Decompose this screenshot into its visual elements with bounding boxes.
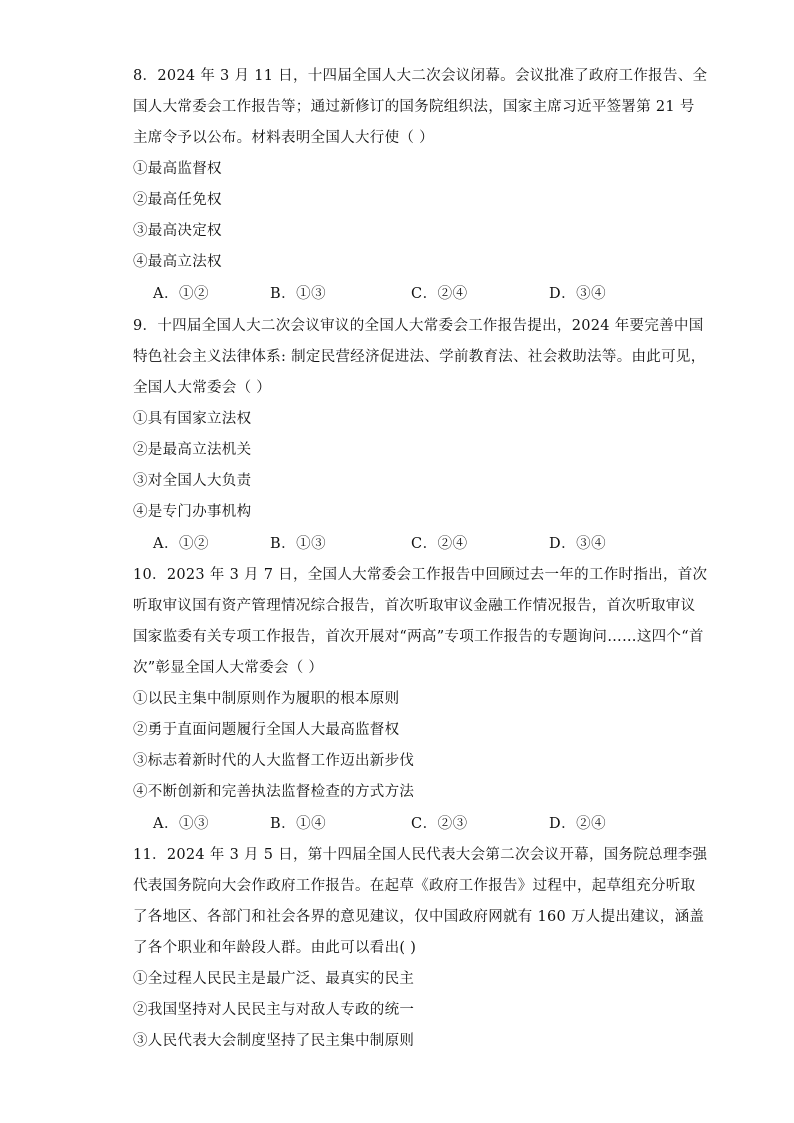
option-c: C．②③ [411,816,468,832]
statement: ④不断创新和完善执法监督检查的方式方法 [133,784,415,800]
option-b: B．①③ [270,286,327,302]
option-b: B．①③ [270,536,327,552]
question-stem-line: 代表国务院向大会作政府工作报告。在起草《政府工作报告》过程中，起草组充分听取 [133,878,696,894]
statement: ④是专门办事机构 [133,504,252,520]
statement: ④最高立法权 [133,254,222,270]
statement: ③对全国人大负责 [133,473,252,489]
option-d: D．③④ [549,286,607,302]
statement: ③最高决定权 [133,223,222,239]
question-stem-line: 国人大常委会工作报告等；通过新修订的国务院组织法，国家主席习近平签署第 21 号 [133,99,695,115]
question-stem-line: 11．2024 年 3 月 5 日，第十四届全国人民代表大会第二次会议开幕，国务院总理李强 [133,847,708,863]
option-b: B．①④ [270,816,327,832]
statement: ②勇于直面问题履行全国人大最高监督权 [133,722,400,738]
question-stem-line: 10．2023 年 3 月 7 日，全国人大常委会工作报告中回顾过去一年的工作时指出，首次 [133,567,708,583]
question-stem-line: 了各地区、各部门和社会各界的意见建议，仅中国政府网就有 160 万人提出建议，涵盖 [133,909,705,925]
option-d: D．②④ [549,816,607,832]
question-stem-line: 9．十四届全国人大二次会议审议的全国人大常委会工作报告提出，2024 年要完善中国 [133,318,704,334]
question-stem-line: 听取审议国有资产管理情况综合报告，首次听取审议金融工作情况报告，首次听取审议 [133,598,696,614]
option-a: A．①② [153,536,209,552]
question-stem-line: 国家监委有关专项工作报告，首次开展对“两高”专项工作报告的专题询问……这四个“首 [133,629,704,645]
statement: ③人民代表大会制度坚持了民主集中制原则 [133,1033,415,1049]
question-stem-line: 8．2024 年 3 月 11 日，十四届全国人大二次会议闭幕。会议批准了政府工作报告、全 [133,68,708,84]
question-stem-line: 全国人大常委会（ ） [133,380,272,396]
statement: ①最高监督权 [133,161,222,177]
question-stem-line: 了各个职业和年龄段人群。由此可以看出( ) [133,940,417,956]
statement: ②我国坚持对人民民主与对敌人专政的统一 [133,1002,415,1018]
question-stem-line: 次”彰显全国人大常委会（ ） [133,660,324,676]
option-c: C．②④ [411,286,468,302]
option-a: A．①③ [153,816,209,832]
option-a: A．①② [153,286,209,302]
statement: ①全过程人民民主是最广泛、最真实的民主 [133,971,415,987]
question-stem-line: 主席令予以公布。材料表明全国人大行使（ ） [133,130,434,146]
statement: ②最高任免权 [133,192,222,208]
question-stem-line: 特色社会主义法律体系: 制定民营经济促进法、学前教育法、社会救助法等。由此可见， [133,349,706,365]
statement: ①以民主集中制原则作为履职的根本原则 [133,691,400,707]
statement: ③标志着新时代的人大监督工作迈出新步伐 [133,753,415,769]
option-d: D．③④ [549,536,607,552]
statement: ①具有国家立法权 [133,411,252,427]
statement: ②是最高立法机关 [133,442,252,458]
option-c: C．②④ [411,536,468,552]
